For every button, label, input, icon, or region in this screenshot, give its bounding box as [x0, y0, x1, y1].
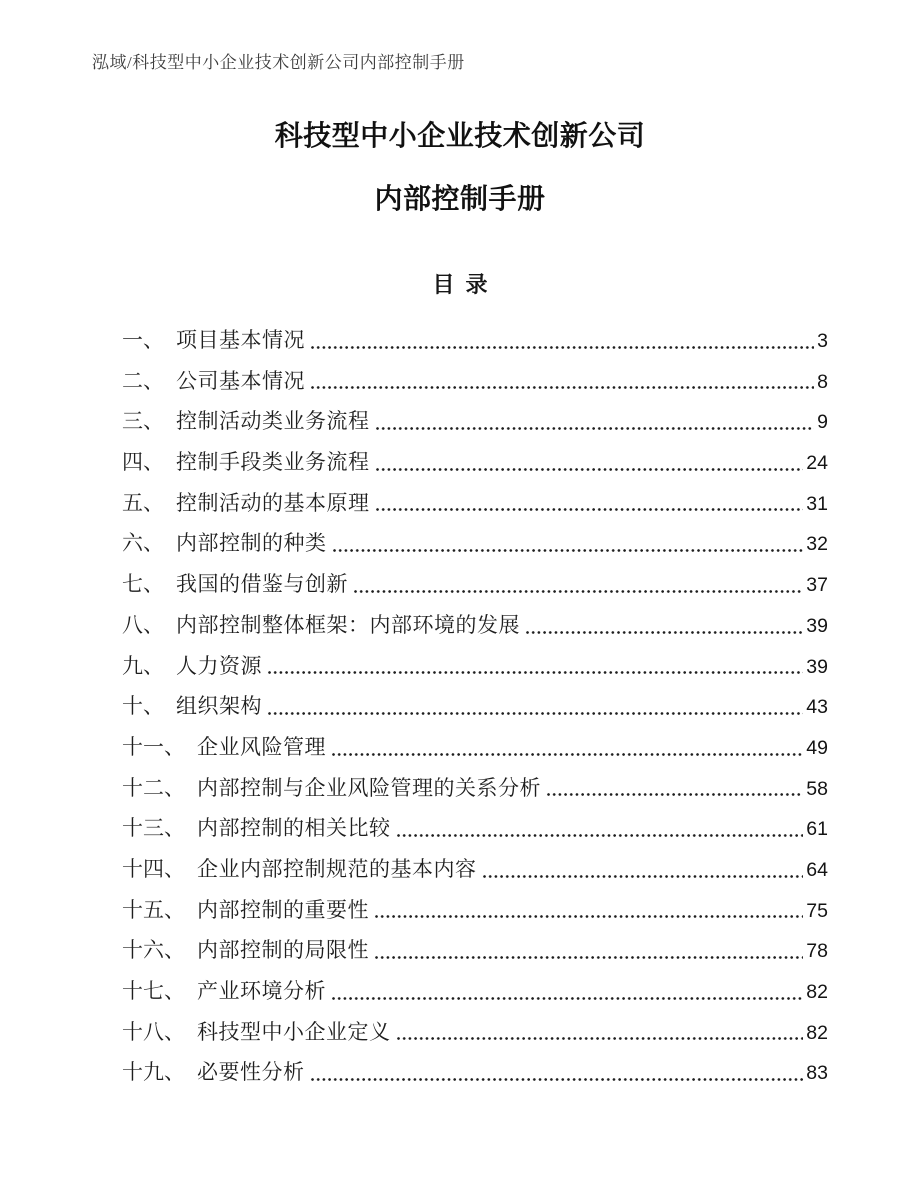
toc-entry[interactable]: [92, 483, 828, 524]
toc-leader-dots: [525, 605, 804, 646]
toc-entry-page: 83: [806, 1062, 828, 1085]
toc-entry[interactable]: [92, 930, 828, 971]
toc-entry-number: 二、: [122, 368, 164, 393]
toc-entry-number: 十、: [122, 694, 164, 719]
toc-entry-number: 十三、: [122, 816, 185, 841]
toc-leader-dots: [374, 890, 804, 931]
toc-leader-dots: [267, 686, 804, 727]
toc-leader-dots: [331, 971, 804, 1012]
toc-entry-number: 六、: [122, 531, 164, 556]
toc-entry-number: 八、: [122, 612, 164, 637]
toc-leader-dots: [267, 646, 804, 687]
toc-leader-dots: [375, 401, 816, 442]
toc-entry-number: 七、: [122, 572, 164, 597]
toc-entry-number: 九、: [122, 653, 164, 678]
toc-entry[interactable]: [92, 523, 828, 564]
toc-entry[interactable]: [92, 1052, 828, 1093]
toc-leader-dots: [396, 808, 805, 849]
toc-entry-number: 十一、: [122, 734, 185, 759]
document-title-line2: 内部控制手册: [374, 183, 546, 214]
toc-entry[interactable]: [92, 605, 828, 646]
toc-entry[interactable]: [92, 401, 828, 442]
toc-entry-page: 75: [806, 899, 828, 922]
toc-entry-number: 十七、: [122, 979, 185, 1003]
table-of-contents: [92, 320, 828, 1093]
toc-entry-number: 十九、: [122, 1060, 185, 1085]
toc-entry-label: 内部控制的相关比较: [197, 816, 391, 841]
toc-entry-label: 内部控制整体框架：内部环境的发展: [176, 612, 520, 637]
toc-entry-page: 31: [806, 492, 828, 515]
toc-leader-dots: [375, 483, 805, 524]
toc-entry-label: 企业内部控制规范的基本内容: [197, 856, 477, 881]
toc-leader-dots: [374, 930, 804, 971]
toc-entry[interactable]: [92, 890, 828, 931]
toc-entry-label: 必要性分析: [197, 1060, 305, 1085]
toc-leader-dots: [331, 727, 804, 768]
toc-entry-page: 37: [806, 574, 828, 597]
toc-leader-dots: [353, 564, 804, 605]
document-header-label: 泓域/科技型中小企业技术创新公司内部控制手册: [92, 53, 465, 72]
toc-entry-number: 一、: [122, 328, 164, 352]
toc-entry-label: 内部控制与企业风险管理的关系分析: [197, 775, 541, 800]
toc-entry[interactable]: [92, 686, 828, 727]
toc-entry-label: 我国的借鉴与创新: [176, 572, 348, 597]
toc-entry-page: 39: [806, 655, 828, 678]
toc-entry[interactable]: [92, 320, 828, 361]
toc-entry-page: 8: [817, 370, 828, 393]
toc-entry-page: 3: [817, 330, 828, 352]
toc-entry-page: 82: [806, 981, 828, 1003]
toc-leader-dots: [482, 849, 805, 890]
toc-leader-dots: [310, 1052, 805, 1093]
toc-entry-label: 控制活动的基本原理: [176, 490, 370, 515]
toc-leader-dots: [332, 523, 805, 564]
document-title-line1: 科技型中小企业技术创新公司: [274, 120, 646, 151]
toc-entry[interactable]: [92, 564, 828, 605]
toc-entry-page: 43: [806, 696, 828, 719]
toc-leader-dots: [375, 442, 805, 483]
toc-heading: [0, 269, 920, 301]
toc-entry-number: 四、: [122, 450, 164, 475]
toc-entry-label: 组织架构: [176, 694, 262, 719]
toc-entry-page: 78: [806, 940, 828, 963]
toc-entry[interactable]: [92, 768, 828, 809]
toc-entry-page: 39: [806, 614, 828, 637]
toc-leader-dots: [546, 768, 804, 809]
toc-entry-number: 十六、: [122, 938, 185, 963]
toc-entry-label: 内部控制的局限性: [197, 938, 369, 963]
toc-leader-dots: [310, 361, 815, 402]
toc-entry-label: 内部控制的种类: [176, 531, 327, 556]
toc-entry-label: 项目基本情况: [176, 328, 305, 352]
toc-entry[interactable]: [92, 1012, 828, 1053]
toc-leader-dots: [396, 1012, 805, 1053]
toc-entry-label: 产业环境分析: [197, 979, 326, 1003]
toc-entry-label: 科技型中小企业定义: [197, 1019, 391, 1044]
toc-entry-number: 三、: [122, 409, 164, 434]
toc-entry-label: 控制手段类业务流程: [176, 450, 370, 475]
toc-entry-label: 人力资源: [176, 653, 262, 678]
toc-entry-page: 49: [806, 736, 828, 759]
toc-entry-label: 内部控制的重要性: [197, 897, 369, 922]
toc-entry-number: 十四、: [122, 856, 185, 881]
toc-entry[interactable]: [92, 442, 828, 483]
toc-entry-number: 十五、: [122, 897, 185, 922]
toc-entry-page: 58: [806, 777, 828, 800]
toc-entry[interactable]: [92, 361, 828, 402]
toc-entry-number: 十二、: [122, 775, 185, 800]
toc-entry-page: 61: [806, 818, 828, 841]
toc-entry-label: 企业风险管理: [197, 734, 326, 759]
toc-entry-number: 十八、: [122, 1019, 185, 1044]
toc-entry[interactable]: [92, 849, 828, 890]
toc-heading-text: 目录: [432, 272, 499, 297]
toc-entry-page: 9: [817, 411, 828, 434]
toc-entry-label: 控制活动类业务流程: [176, 409, 370, 434]
toc-entry-number: 五、: [122, 490, 164, 515]
toc-leader-dots: [310, 320, 815, 361]
toc-entry[interactable]: [92, 646, 828, 687]
toc-entry-page: 82: [806, 1021, 828, 1044]
toc-entry[interactable]: [92, 808, 828, 849]
toc-entry-label: 公司基本情况: [176, 368, 305, 393]
toc-entry-page: 64: [806, 858, 828, 881]
toc-entry-page: 24: [806, 452, 828, 475]
toc-entry[interactable]: [92, 727, 828, 768]
toc-entry-page: 32: [806, 533, 828, 556]
toc-entry[interactable]: [92, 971, 828, 1012]
